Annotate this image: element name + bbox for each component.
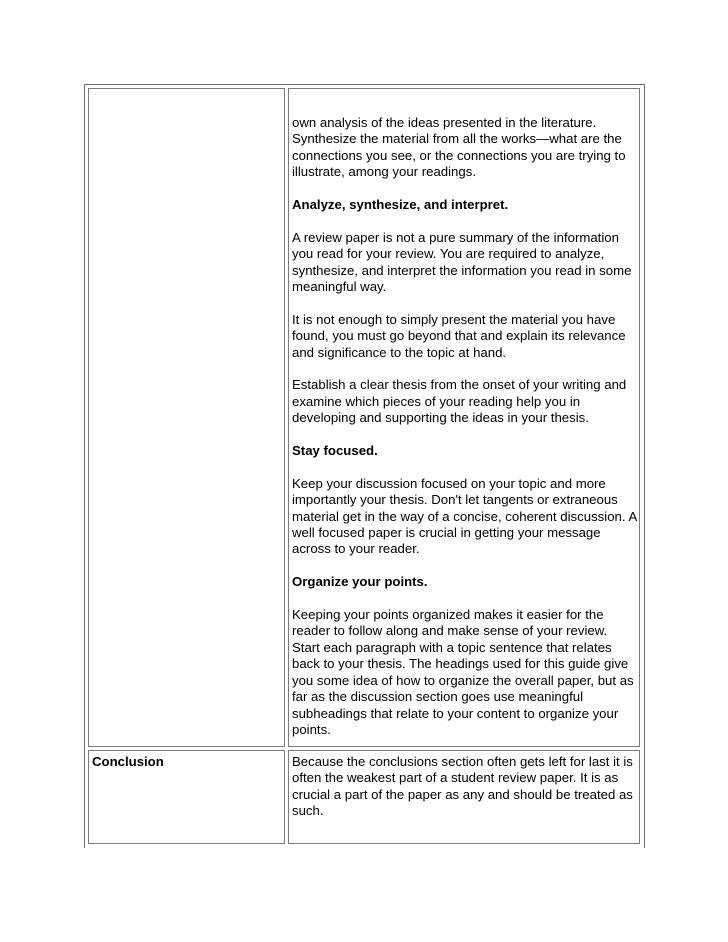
section-heading-analyze: Analyze, synthesize, and interpret. bbox=[292, 197, 509, 213]
discussion-paragraph: A review paper is not a pure summary of the information you read for your review. You are required to analyze, synthesize, and interpret the information you read in some meaningful way. bbox=[292, 229, 632, 295]
table-outer-top-border bbox=[84, 84, 644, 85]
discussion-paragraph: Keep your discussion focused on your topic and more importantly your thesis. Don't let tangents or extraneous material get in the way of a concise, coherent discussion. A well focused paper is crucial in getting your message across to your reader. bbox=[292, 475, 637, 557]
section-heading-stay-focused: Stay focused. bbox=[292, 443, 378, 459]
discussion-paragraph: It is not enough to simply present the material you have found, you must go beyond that and explain its relevance and significance to the topic at hand. bbox=[292, 311, 626, 360]
discussion-paragraph: own analysis of the ideas presented in the literature. Synthesize the material from all the works—what are the connections you see, or the connections you are trying to illustrate, among your readings. bbox=[292, 115, 626, 180]
discussion-paragraph: Establish a clear thesis from the onset of your writing and examine which pieces of your reading help you in developing and supporting the ideas in your thesis. bbox=[292, 377, 627, 426]
conclusion-text: Because the conclusions section often gets left for last it is often the weakest part of a student review paper. It is as crucial a part of the paper as any and should be treated as such. bbox=[292, 754, 633, 819]
section-heading-organize: Organize your points. bbox=[292, 574, 428, 590]
table-outer-right-border bbox=[644, 84, 645, 848]
discussion-paragraph: Keeping your points organized makes it easier for the reader to follow along and make sense of your review. Start each paragraph with a topic sentence that relates back to your thesis. The headings used for this guide give you some idea of how to organize the overall paper, but as far as the discussion section goes use meaningful subheadings that relate to your content to organize your points. bbox=[292, 607, 634, 737]
table-outer-left-border bbox=[84, 84, 85, 848]
discussion-content bbox=[292, 115, 637, 738]
discussion-label-cell bbox=[88, 88, 285, 747]
conclusion-label: Conclusion bbox=[92, 754, 164, 769]
